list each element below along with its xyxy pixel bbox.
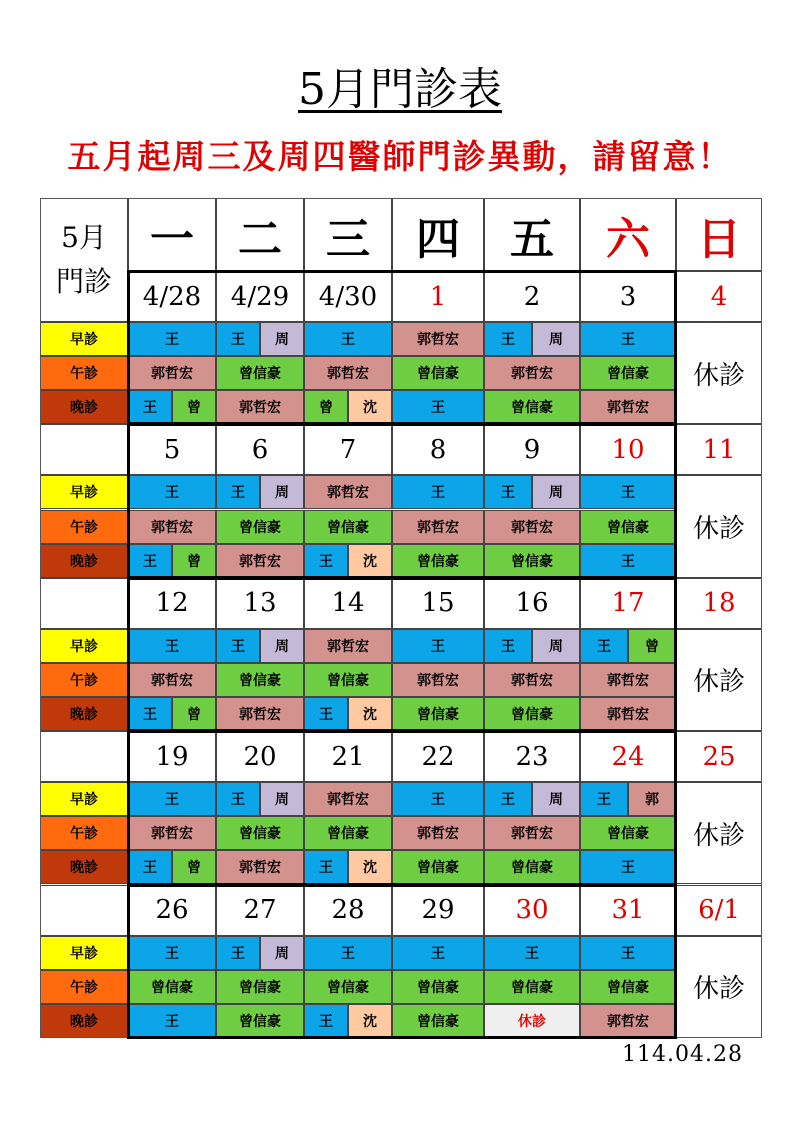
doctor-cell: 曾	[172, 390, 216, 424]
doctor-cell: 王	[128, 850, 172, 884]
doctor-cell: 王	[580, 936, 676, 970]
doctor-cell: 王	[392, 782, 484, 816]
month-label-cell	[40, 198, 128, 322]
date-cell: 6/1	[676, 885, 762, 936]
closed-cell: 休診	[676, 475, 762, 577]
date-cell: 28	[304, 885, 392, 936]
doctor-cell: 周	[260, 936, 304, 970]
doctor-cell: 王	[216, 936, 260, 970]
doctor-cell: 曾信豪	[580, 356, 676, 390]
doctor-cell: 曾信豪	[216, 1004, 304, 1038]
doctor-cell: 曾	[304, 390, 348, 424]
session-label: 午診	[40, 663, 128, 697]
doctor-cell: 曾信豪	[216, 356, 304, 390]
weekday-header: 二	[216, 198, 304, 271]
date-cell: 4/28	[128, 271, 216, 322]
doctor-cell: 王	[304, 697, 348, 731]
date-cell: 21	[304, 731, 392, 782]
doctor-cell: 曾信豪	[484, 970, 580, 1004]
doctor-cell: 曾信豪	[484, 697, 580, 731]
doctor-cell: 王	[216, 629, 260, 663]
date-cell: 26	[128, 885, 216, 936]
date-cell: 4/29	[216, 271, 304, 322]
session-label: 午診	[40, 510, 128, 544]
doctor-cell: 曾信豪	[304, 663, 392, 697]
doctor-cell: 王	[580, 629, 628, 663]
date-cell: 7	[304, 424, 392, 475]
doctor-cell: 郭哲宏	[216, 850, 304, 884]
doctor-cell: 曾	[172, 850, 216, 884]
doctor-cell: 郭哲宏	[304, 782, 392, 816]
doctor-cell: 周	[532, 629, 580, 663]
doctor-cell: 王	[392, 475, 484, 509]
doctor-cell: 沈	[348, 390, 392, 424]
date-cell: 18	[676, 578, 762, 629]
doctor-cell: 周	[532, 782, 580, 816]
doctor-cell: 郭哲宏	[484, 356, 580, 390]
doctor-cell: 曾信豪	[580, 970, 676, 1004]
doctor-cell: 沈	[348, 544, 392, 578]
doctor-cell: 曾信豪	[392, 544, 484, 578]
session-label: 晚診	[40, 697, 128, 731]
doctor-cell: 王	[128, 697, 172, 731]
session-label: 午診	[40, 356, 128, 390]
session-label: 晚診	[40, 544, 128, 578]
doctor-cell: 曾信豪	[304, 970, 392, 1004]
doctor-cell: 曾信豪	[216, 510, 304, 544]
doctor-cell: 郭哲宏	[484, 816, 580, 850]
doctor-cell: 郭哲宏	[392, 510, 484, 544]
date-cell: 22	[392, 731, 484, 782]
doctor-cell: 郭哲宏	[580, 390, 676, 424]
doctor-cell: 郭哲宏	[392, 816, 484, 850]
doctor-cell: 王	[484, 936, 580, 970]
doctor-cell: 郭哲宏	[304, 356, 392, 390]
session-label: 晚診	[40, 390, 128, 424]
session-label: 早診	[40, 782, 128, 816]
date-cell: 3	[580, 271, 676, 322]
page-title: 5月門診表	[298, 64, 502, 115]
doctor-cell: 王	[392, 390, 484, 424]
doctor-cell: 王	[392, 629, 484, 663]
doctor-cell: 曾信豪	[216, 663, 304, 697]
date-cell: 20	[216, 731, 304, 782]
doctor-cell: 王	[580, 475, 676, 509]
weekday-header: 六	[580, 198, 676, 271]
blank-cell	[40, 578, 128, 629]
blank-cell	[40, 885, 128, 936]
date-cell: 11	[676, 424, 762, 475]
session-label: 早診	[40, 629, 128, 663]
session-label: 早診	[40, 936, 128, 970]
date-cell: 5	[128, 424, 216, 475]
weekday-header: 五	[484, 198, 580, 271]
schedule-change-notice: 五月起周三及周四醫師門診異動，請留意！	[67, 137, 733, 176]
doctor-cell: 郭	[628, 782, 676, 816]
date-cell: 12	[128, 578, 216, 629]
doctor-cell: 王	[128, 544, 172, 578]
doctor-cell: 周	[532, 322, 580, 356]
weekday-header: 一	[128, 198, 216, 271]
doctor-cell: 王	[304, 544, 348, 578]
doctor-cell: 王	[484, 322, 532, 356]
date-cell: 1	[392, 271, 484, 322]
doctor-cell: 曾信豪	[392, 356, 484, 390]
doctor-cell: 曾	[172, 697, 216, 731]
date-cell: 6	[216, 424, 304, 475]
session-label: 午診	[40, 816, 128, 850]
doctor-cell: 郭哲宏	[128, 356, 216, 390]
doctor-cell: 王	[304, 1004, 348, 1038]
doctor-cell: 曾信豪	[216, 970, 304, 1004]
session-label: 晚診	[40, 850, 128, 884]
session-label: 午診	[40, 970, 128, 1004]
session-label: 早診	[40, 475, 128, 509]
date-cell: 15	[392, 578, 484, 629]
doctor-cell: 王	[580, 544, 676, 578]
doctor-cell: 郭哲宏	[580, 697, 676, 731]
doctor-cell: 王	[580, 850, 676, 884]
doctor-cell: 曾信豪	[580, 816, 676, 850]
doctor-cell: 休診	[484, 1004, 580, 1038]
doctor-cell: 曾信豪	[392, 850, 484, 884]
doctor-cell: 王	[216, 475, 260, 509]
weekday-header: 四	[392, 198, 484, 271]
doctor-cell: 曾信豪	[216, 816, 304, 850]
date-cell: 27	[216, 885, 304, 936]
doctor-cell: 王	[580, 322, 676, 356]
month-label: 5月	[61, 221, 107, 254]
doctor-cell: 郭哲宏	[128, 816, 216, 850]
doctor-cell: 沈	[348, 1004, 392, 1038]
doctor-cell: 沈	[348, 697, 392, 731]
doctor-cell: 曾信豪	[484, 390, 580, 424]
doctor-cell: 曾信豪	[392, 970, 484, 1004]
doctor-cell: 郭哲宏	[392, 663, 484, 697]
doctor-cell: 郭哲宏	[392, 322, 484, 356]
date-cell: 16	[484, 578, 580, 629]
doctor-cell: 郭哲宏	[216, 544, 304, 578]
doctor-cell: 周	[260, 782, 304, 816]
doctor-cell: 王	[216, 322, 260, 356]
doctor-cell: 王	[580, 782, 628, 816]
doctor-cell: 王	[128, 629, 216, 663]
doctor-cell: 郭哲宏	[580, 1004, 676, 1038]
doctor-cell: 王	[484, 475, 532, 509]
revision-date: 114.04.28	[622, 1042, 743, 1067]
doctor-cell: 沈	[348, 850, 392, 884]
doctor-cell: 王	[484, 782, 532, 816]
doctor-cell: 王	[392, 936, 484, 970]
doctor-cell: 王	[304, 850, 348, 884]
doctor-cell: 王	[128, 322, 216, 356]
date-cell: 13	[216, 578, 304, 629]
doctor-cell: 郭哲宏	[216, 697, 304, 731]
doctor-cell: 郭哲宏	[304, 629, 392, 663]
date-cell: 29	[392, 885, 484, 936]
doctor-cell: 王	[128, 475, 216, 509]
doctor-cell: 王	[304, 322, 392, 356]
session-label: 晚診	[40, 1004, 128, 1038]
doctor-cell: 曾信豪	[128, 970, 216, 1004]
doctor-cell: 郭哲宏	[216, 390, 304, 424]
doctor-cell: 周	[260, 322, 304, 356]
doctor-cell: 王	[484, 629, 532, 663]
doctor-cell: 郭哲宏	[580, 663, 676, 697]
date-cell: 4	[676, 271, 762, 322]
doctor-cell: 曾	[172, 544, 216, 578]
date-cell: 14	[304, 578, 392, 629]
date-cell: 23	[484, 731, 580, 782]
doctor-cell: 郭哲宏	[304, 475, 392, 509]
doctor-cell: 王	[128, 1004, 216, 1038]
blank-cell	[40, 731, 128, 782]
closed-cell: 休診	[676, 629, 762, 731]
date-cell: 24	[580, 731, 676, 782]
doctor-cell: 郭哲宏	[128, 663, 216, 697]
doctor-cell: 曾信豪	[484, 850, 580, 884]
doctor-cell: 曾信豪	[304, 816, 392, 850]
date-cell: 25	[676, 731, 762, 782]
doctor-cell: 周	[260, 629, 304, 663]
doctor-cell: 王	[304, 936, 392, 970]
weekday-header: 三	[304, 198, 392, 271]
date-cell: 30	[484, 885, 580, 936]
doctor-cell: 曾信豪	[304, 510, 392, 544]
date-cell: 10	[580, 424, 676, 475]
closed-cell: 休診	[676, 322, 762, 424]
doctor-cell: 郭哲宏	[484, 510, 580, 544]
date-cell: 8	[392, 424, 484, 475]
closed-cell: 休診	[676, 936, 762, 1038]
date-cell: 4/30	[304, 271, 392, 322]
clinic-label: 門診	[55, 265, 112, 298]
doctor-cell: 曾	[628, 629, 676, 663]
session-label: 早診	[40, 322, 128, 356]
closed-cell: 休診	[676, 782, 762, 884]
doctor-cell: 王	[128, 782, 216, 816]
date-cell: 17	[580, 578, 676, 629]
doctor-cell: 周	[260, 475, 304, 509]
doctor-cell: 王	[216, 782, 260, 816]
doctor-cell: 王	[128, 936, 216, 970]
weekday-header: 日	[676, 198, 762, 271]
date-cell: 2	[484, 271, 580, 322]
doctor-cell: 曾信豪	[484, 544, 580, 578]
doctor-cell: 郭哲宏	[128, 510, 216, 544]
doctor-cell: 曾信豪	[580, 510, 676, 544]
date-cell: 19	[128, 731, 216, 782]
doctor-cell: 曾信豪	[392, 1004, 484, 1038]
blank-cell	[40, 424, 128, 475]
date-cell: 31	[580, 885, 676, 936]
doctor-cell: 王	[128, 390, 172, 424]
doctor-cell: 郭哲宏	[484, 663, 580, 697]
doctor-cell: 曾信豪	[392, 697, 484, 731]
date-cell: 9	[484, 424, 580, 475]
doctor-cell: 周	[532, 475, 580, 509]
